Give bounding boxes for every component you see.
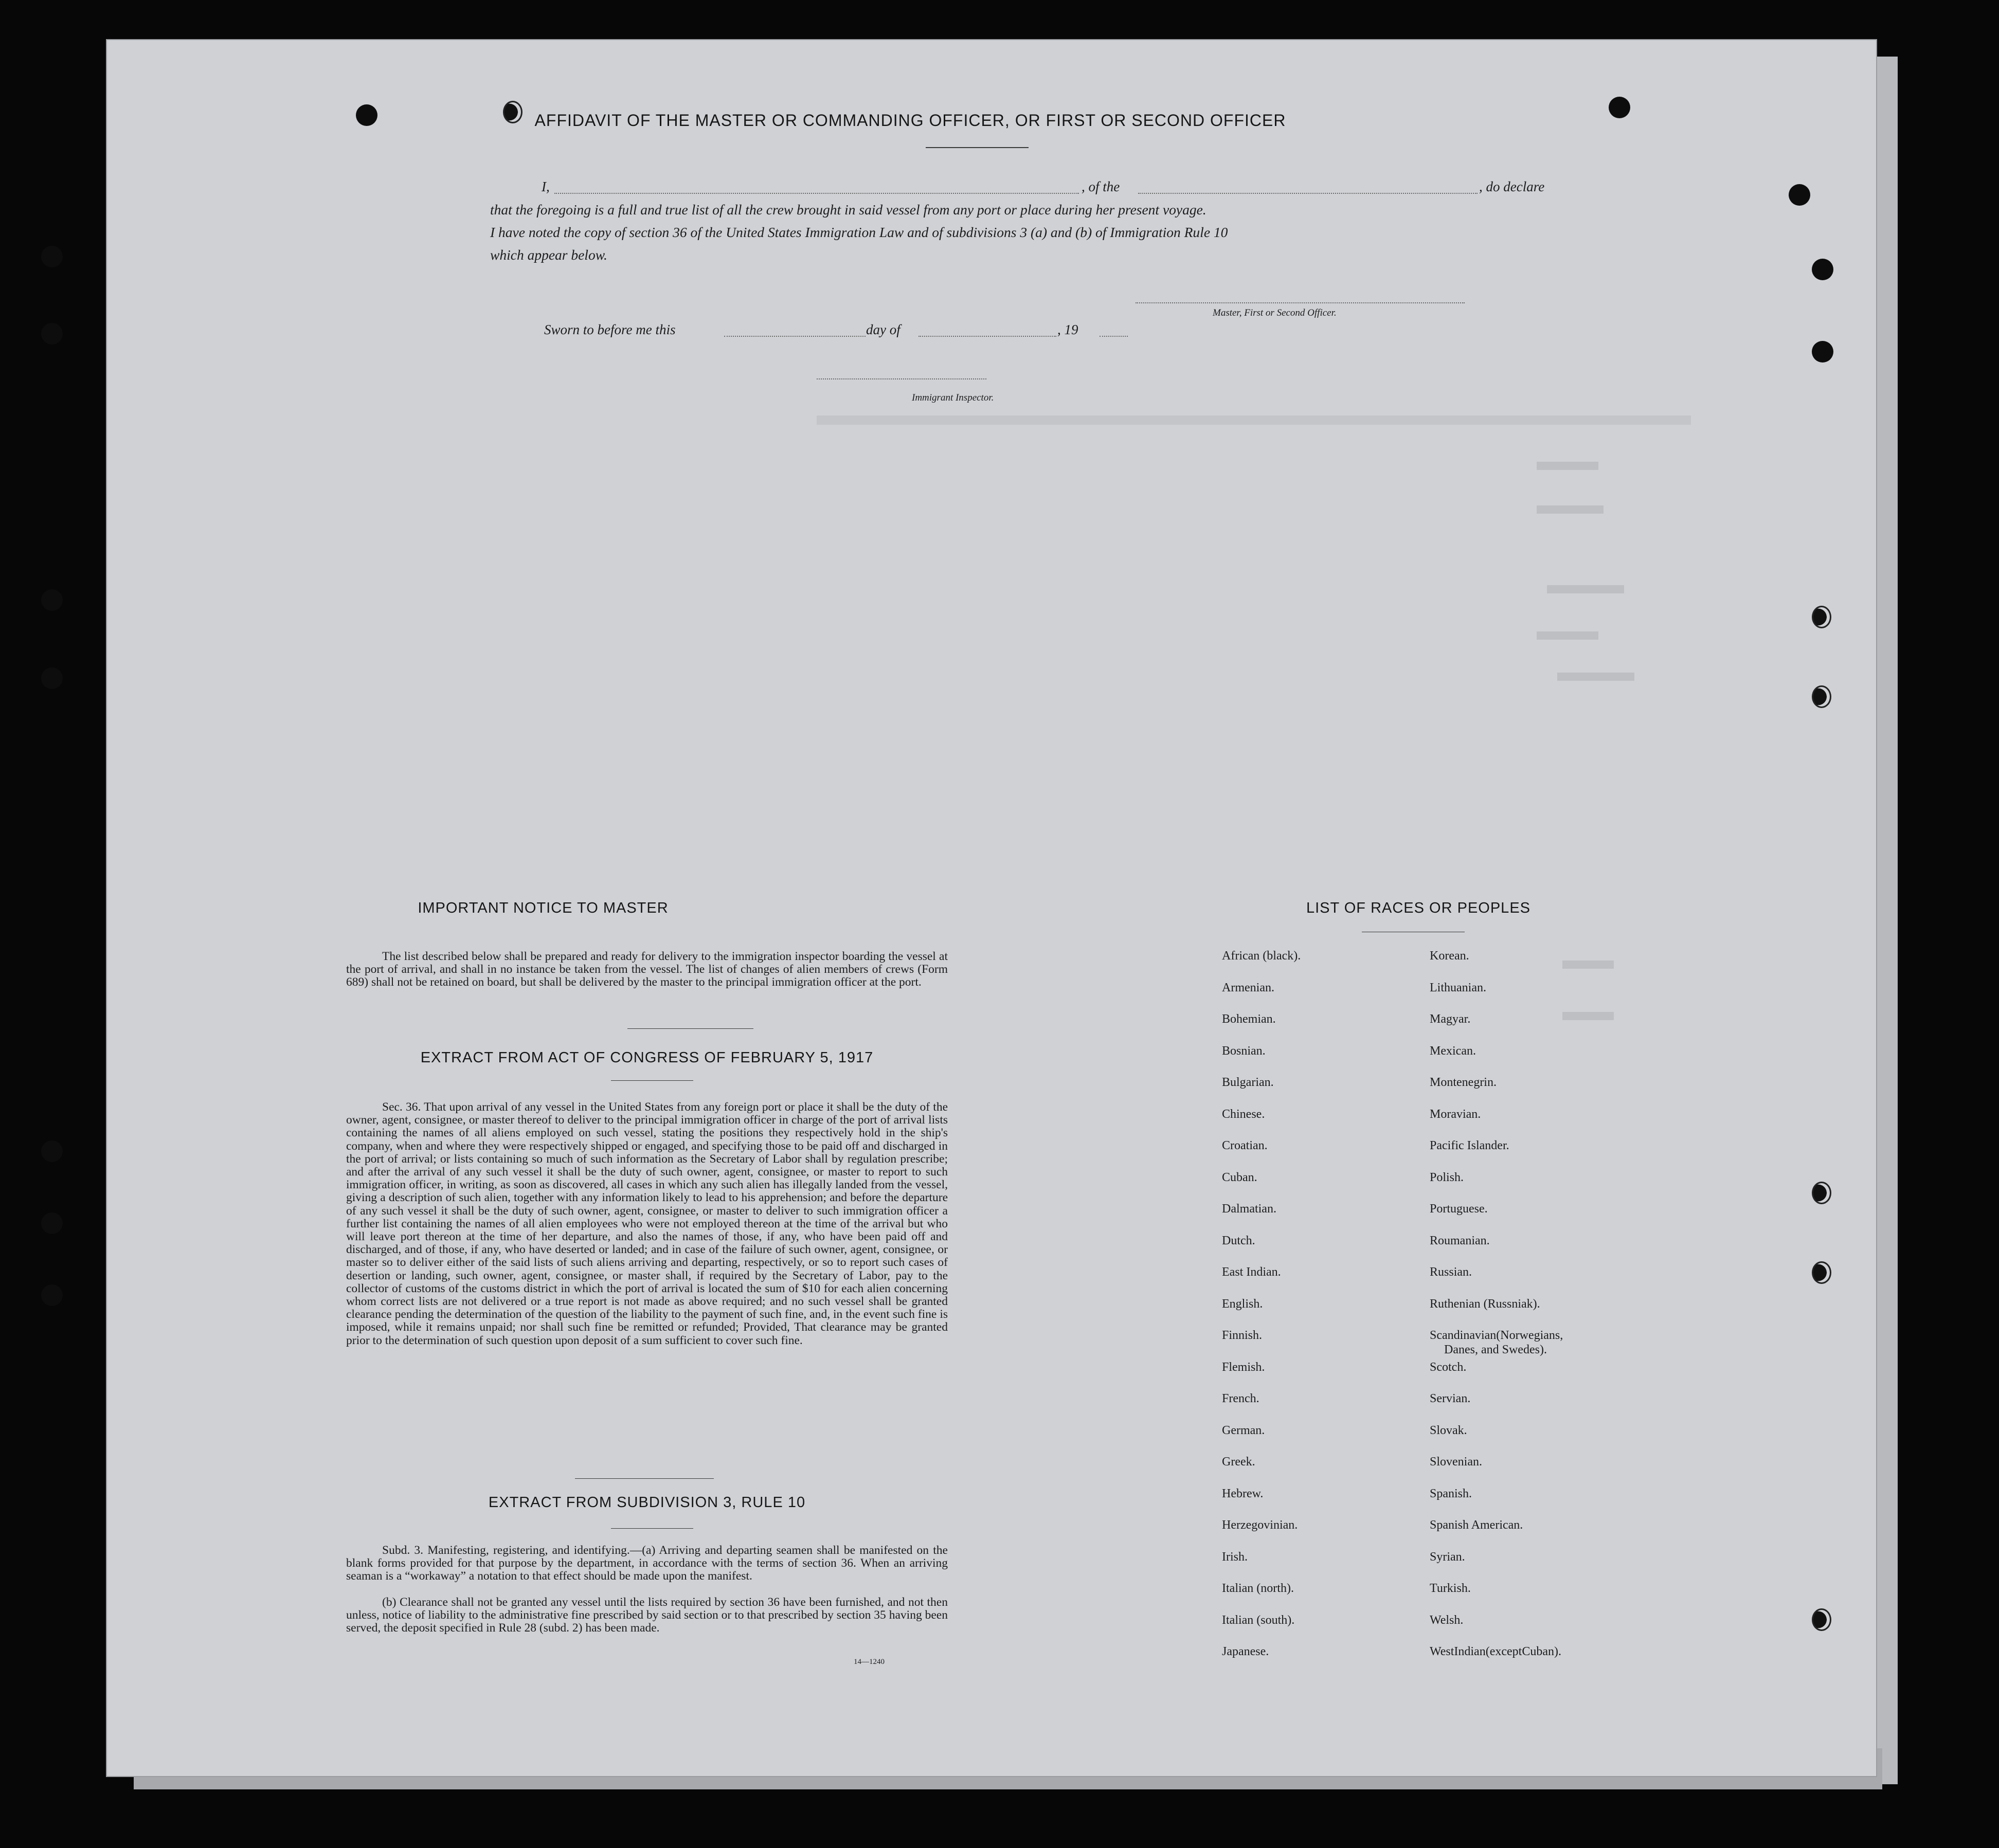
punch-hole	[1812, 1261, 1831, 1284]
section-divider	[627, 1028, 753, 1029]
race-item: Syrian.	[1430, 1550, 1465, 1564]
affidavit-line-2: that the foregoing is a full and true list of all the crew brought in said vessel from any port or place during her present voyage.	[490, 202, 1206, 218]
punch-hole	[41, 246, 63, 267]
race-item: Dalmatian.	[1222, 1202, 1276, 1216]
race-item: Portuguese.	[1430, 1202, 1488, 1216]
bleed-through-text	[817, 415, 1794, 1804]
sworn-month-field[interactable]	[919, 336, 1056, 337]
race-item: Moravian.	[1430, 1107, 1481, 1121]
punch-hole	[1812, 341, 1833, 363]
section-divider	[575, 1478, 714, 1479]
race-item: English.	[1222, 1297, 1263, 1311]
extract-rule-text-a: Subd. 3. Manifesting, registering, and identifying.—(a) Arriving and departing seamen shall be manifested on the blank forms provided for that purpose by the department, in accordance with the terms of section 36. When an arriving seaman is a “workaway” a notation to that effect should be made upon the manifest.	[346, 1544, 948, 1583]
race-item: Greek.	[1222, 1455, 1255, 1469]
race-item: Servian.	[1430, 1392, 1471, 1405]
punch-hole	[1789, 184, 1810, 206]
race-item: Mexican.	[1430, 1044, 1476, 1058]
race-item: Slovenian.	[1430, 1455, 1482, 1469]
punch-hole	[41, 1140, 63, 1162]
officer-signature-caption: Master, First or Second Officer.	[1213, 307, 1337, 318]
race-item: Scandinavian(Norwegians,	[1430, 1329, 1563, 1342]
race-item: Finnish.	[1222, 1329, 1263, 1342]
race-item: Croatian.	[1222, 1139, 1268, 1152]
race-item: Scotch.	[1430, 1360, 1467, 1374]
punch-hole	[1609, 97, 1630, 118]
inspector-signature-field[interactable]	[817, 378, 986, 379]
extract-act-title: EXTRACT FROM ACT OF CONGRESS OF FEBRUARY 5, 1917	[420, 1049, 874, 1066]
race-item: Montenegrin.	[1430, 1076, 1497, 1089]
title-underline	[926, 147, 1029, 148]
race-item: Bohemian.	[1222, 1012, 1276, 1026]
punch-hole	[41, 589, 63, 611]
punch-hole	[1812, 1608, 1831, 1631]
form-number: 14—1240	[854, 1658, 885, 1666]
vessel-name-field[interactable]	[1138, 193, 1478, 194]
year-label: , 19	[1057, 322, 1078, 337]
race-item: Roumanian.	[1430, 1234, 1490, 1247]
extract-rule-text-b: (b) Clearance shall not be granted any vessel until the lists required by section 36 have been furnished, and not then unless, notice of liability to the administrative fine prescribed by said section or to that prescribed by section 35 having been served, the deposit specified in Rule 28 (subd. 2) has been made.	[346, 1596, 948, 1635]
affidavit-line-4: which appear below.	[490, 247, 607, 263]
extract-rule-title: EXTRACT FROM SUBDIVISION 3, RULE 10	[488, 1494, 806, 1511]
race-item: Ruthenian (Russniak).	[1430, 1297, 1540, 1311]
master-name-field[interactable]	[554, 193, 1079, 194]
punch-hole	[356, 104, 377, 126]
punch-hole	[1812, 606, 1831, 628]
race-item: Welsh.	[1430, 1613, 1464, 1627]
race-item: Dutch.	[1222, 1234, 1255, 1247]
race-item: Chinese.	[1222, 1107, 1265, 1121]
punch-hole	[41, 1284, 63, 1306]
race-item: French.	[1222, 1392, 1259, 1405]
race-item: Japanese.	[1222, 1645, 1269, 1658]
race-item: Pacific Islander.	[1430, 1139, 1509, 1152]
race-item: Hebrew.	[1222, 1487, 1264, 1500]
affidavit-line-3: I have noted the copy of section 36 of the United States Immigration Law and of subdivisions 3 (a) and (b) of Immigration Rule 10	[490, 224, 1228, 240]
punch-hole	[41, 1212, 63, 1234]
race-item: Russian.	[1430, 1265, 1472, 1279]
punch-hole	[1812, 1182, 1831, 1204]
inspector-caption: Immigrant Inspector.	[912, 392, 994, 403]
punch-hole	[1812, 259, 1833, 280]
race-item: Bulgarian.	[1222, 1076, 1274, 1089]
race-item: Bosnian.	[1222, 1044, 1266, 1058]
race-item: Cuban.	[1222, 1170, 1257, 1184]
race-item: Korean.	[1430, 949, 1469, 963]
race-item: Flemish.	[1222, 1360, 1265, 1374]
race-item: Turkish.	[1430, 1582, 1471, 1595]
notice-text: The list described below shall be prepared and ready for delivery to the immigration inspector boarding the vessel at the port of arrival, and shall in no instance be taken from the vessel. The list of changes of alien members of crews (Form 689) shall not be retained on board, but shall be delivered by the master to the principal immigration officer at the port.	[346, 950, 948, 989]
race-item: German.	[1222, 1423, 1265, 1437]
punch-hole	[41, 323, 63, 345]
extract-act-text: Sec. 36. That upon arrival of any vessel in the United States from any foreign port or place it shall be the duty of the owner, agent, consignee, or master thereof to deliver to the principal immigration officer in charge of the port of arrival lists containing the names of all aliens employed on such vessel, stating the positions they respectively hold in the ship's company, when and where they were respectively shipped or engaged, and specifying those to be paid off and discharged in the port of arrival; or lists containing so much of such information as the Secretary of Labor shall by regulation prescribe; and after the arrival of any such vessel it shall be the duty of such owner, agent, consignee, or master to report to such immigration officer, in writing, as soon as discovered, all cases in which any such alien has illegally landed from the vessel, giving a description of such alien, together with any information likely to lead to his apprehension; and before the departure of any such vessel it shall be the duty of such owner, agent, consignee, or master to deliver to such immigration officer a further list containing the names of all alien employees who were not employed thereon at the time of the arrival but who will leave port thereon at the time of her departure, and also the names of those, if any, who have been paid off and discharged, and of those, if any, who have deserted or landed; and in case of the failure of such owner, agent, consignee, or master so to deliver either of the said lists of such aliens arriving and departing, respectively, or so to report such cases of desertion or landing, such owner, agent, consignee, or master shall, if required by the Secretary of Labor, pay to the collector of customs of the customs district in which the port of arrival is located the sum of $10 for each alien concerning whom correct lists are not delivered or a true report is not made as above required; and no such vessel shall be granted clearance pending the determination of the question of the liability to the payment of such fine, and, in the event such fine is imposed, while it remains unpaid; nor shall such fine be remitted or refunded; Provided, That clearance may be granted prior to the determination of such question upon deposit of a sum sufficient to cover such fine.	[346, 1100, 948, 1347]
race-item: Spanish American.	[1430, 1518, 1523, 1532]
affidavit-declare-label: , do declare	[1479, 179, 1545, 194]
race-item: Lithuanian.	[1430, 981, 1486, 994]
punch-hole	[41, 667, 63, 689]
race-item: Italian (north).	[1222, 1582, 1294, 1595]
races-title: LIST OF RACES OR PEOPLES	[1306, 900, 1531, 916]
title-underline	[611, 1080, 693, 1081]
race-item: African (black).	[1222, 949, 1301, 963]
punch-hole	[1812, 685, 1831, 708]
race-item: Magyar.	[1430, 1012, 1471, 1026]
race-item: Herzegovinian.	[1222, 1518, 1298, 1532]
race-item: Polish.	[1430, 1170, 1464, 1184]
race-item: Irish.	[1222, 1550, 1248, 1564]
officer-signature-field[interactable]	[1136, 302, 1465, 303]
race-item-continuation: Danes, and Swedes).	[1444, 1343, 1547, 1356]
affidavit-title: AFFIDAVIT OF THE MASTER OR COMMANDING OFFICER, OR FIRST OR SECOND OFFICER	[534, 111, 1286, 130]
race-item: Slovak.	[1430, 1423, 1467, 1437]
race-item: Armenian.	[1222, 981, 1274, 994]
title-underline	[611, 1528, 693, 1529]
affidavit-i-label: I,	[542, 179, 550, 194]
sworn-label: Sworn to before me this	[544, 322, 676, 337]
race-item: Italian (south).	[1222, 1613, 1295, 1627]
sworn-day-field[interactable]	[724, 336, 866, 337]
day-of-label: day of	[866, 322, 901, 337]
race-item: East Indian.	[1222, 1265, 1281, 1279]
race-item: Spanish.	[1430, 1487, 1472, 1500]
race-item: WestIndian(exceptCuban).	[1430, 1645, 1561, 1658]
document-page	[107, 40, 1876, 1776]
affidavit-of-the-label: , of the	[1082, 179, 1120, 194]
notice-title: IMPORTANT NOTICE TO MASTER	[418, 900, 669, 916]
sworn-year-field[interactable]	[1100, 336, 1128, 337]
